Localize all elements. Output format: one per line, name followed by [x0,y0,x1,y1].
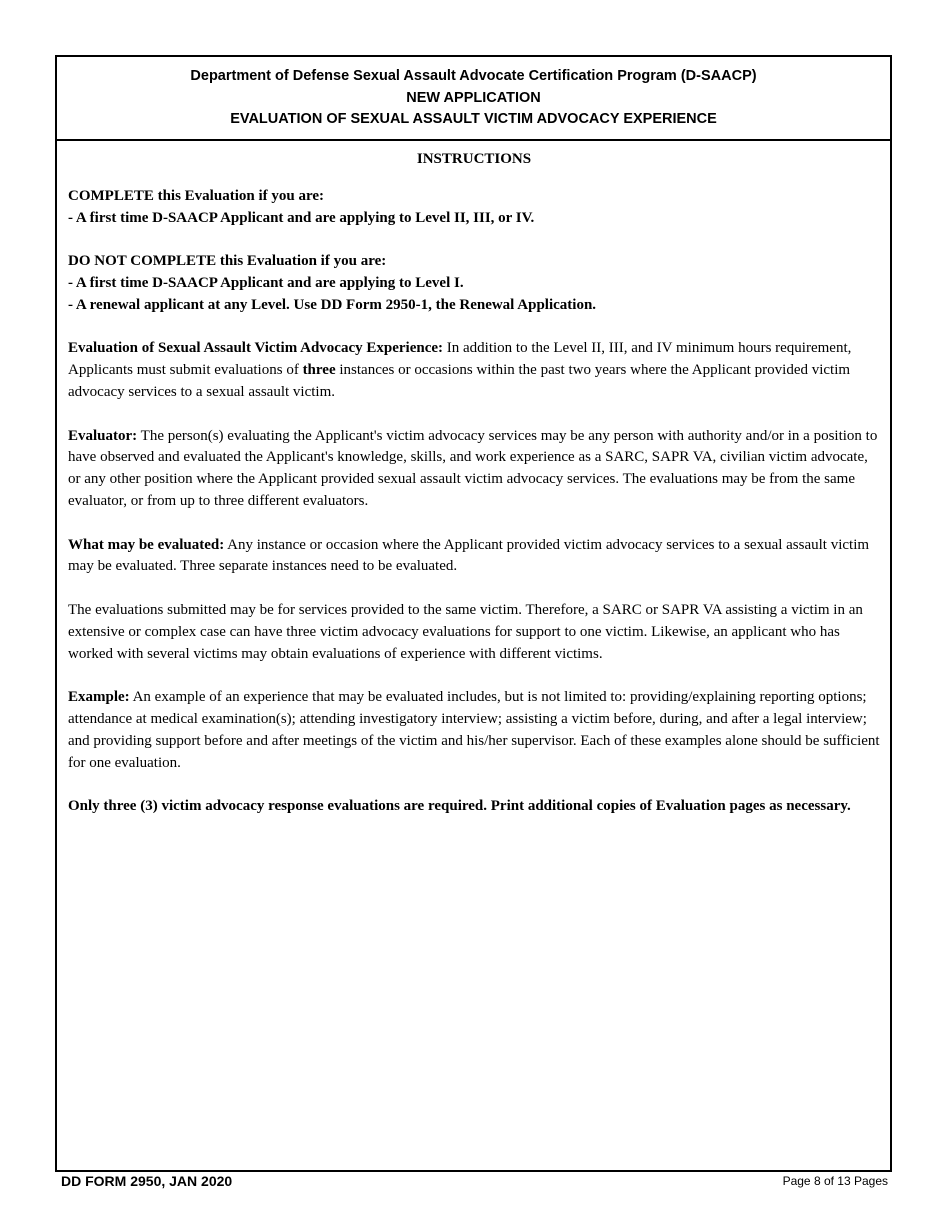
header-application-type: NEW APPLICATION [406,89,541,106]
instructions-title: INSTRUCTIONS [416,151,532,167]
header-evaluation-title: EVALUATION OF SEXUAL ASSAULT VICTIM ADVOCACY EXPERIENCE [230,111,717,127]
form-header [57,57,890,141]
what-text: Any instance or occasion where the Applicant provided victim advocacy services to a sexual assault victim may be evaluated. Three separate instances need to be evaluated. [68,536,870,575]
header-program-title: Department of Defense Sexual Assault Advocate Certification Program (D-SAACP) [190,68,757,84]
example-text: An example of an experience that may be evaluated includes, but is not limited to: providing/explaining reporting options; attendance at medical examination(s); attending investigatory interview; assisting a victim before, during, and after a legal interview; and providing support before and after meetings of the victim and his/her supervisor. Each of these examples alone should be sufficient for one evaluation. [68,689,880,771]
evaluation-text: In addition to the Level II, III, and IV minimum hours requirement, Applicants must submit evaluations of [68,340,852,379]
evaluator-label: Evaluator: [68,427,138,444]
form-id: DD FORM 2950, JAN 2020 [61,1173,233,1189]
example-paragraph [68,687,880,774]
do-not-complete-heading: DO NOT COMPLETE this Evaluation if you are: [68,253,387,270]
what-label: What may be evaluated: [68,536,225,553]
evaluation-label: Evaluation of Sexual Assault Victim Advocacy Experience: [68,340,443,357]
form-frame [55,55,892,1172]
do-not-complete-item: - A renewal applicant at any Level. Use DD Form 2950-1, the Renewal Application. [68,296,597,313]
page-number: Page 8 of 13 Pages [782,1174,888,1188]
evaluator-text: The person(s) evaluating the Applicant's victim advocacy services may be any person with authority and/or in a position to have observed and evaluated the Applicant's knowledge, skills, and work experience as a SARC, SAPR VA, civilian victim advocate, or any other position where the Applicant provided sexual assault victim advocacy services. The evaluations may be from the same evaluator, or from up to three different evaluators. [68,427,878,509]
same-victim-paragraph: The evaluations submitted may be for services provided to the same victim. Therefore, a SARC or SAPR VA assisting a victim in an extensive or complex case can have three victim advocacy evaluations for support to one victim. Likewise, an applicant who has worked with several victims may obtain evaluations of experience with different victims. [68,601,863,662]
do-not-complete-section [68,251,880,316]
evaluation-paragraph [68,338,880,403]
final-note: Only three (3) victim advocacy response evaluations are required. Print additional copies of Evaluation pages as necessary. [68,798,851,815]
instructions-body [57,149,890,818]
do-not-complete-item: - A first time D-SAACP Applicant and are applying to Level I. [68,274,464,291]
complete-section [68,186,880,230]
what-may-be-evaluated-paragraph [68,535,880,579]
evaluation-emphasis: three [302,362,336,379]
evaluator-paragraph [68,426,880,513]
complete-item: - A first time D-SAACP Applicant and are applying to Level II, III, or IV. [68,209,535,226]
complete-heading: COMPLETE this Evaluation if you are: [68,187,324,204]
example-label: Example: [68,689,130,706]
evaluation-text: instances or occasions within the past two years where the Applicant provided victim advocacy services to a sexual assault victim. [68,362,851,400]
